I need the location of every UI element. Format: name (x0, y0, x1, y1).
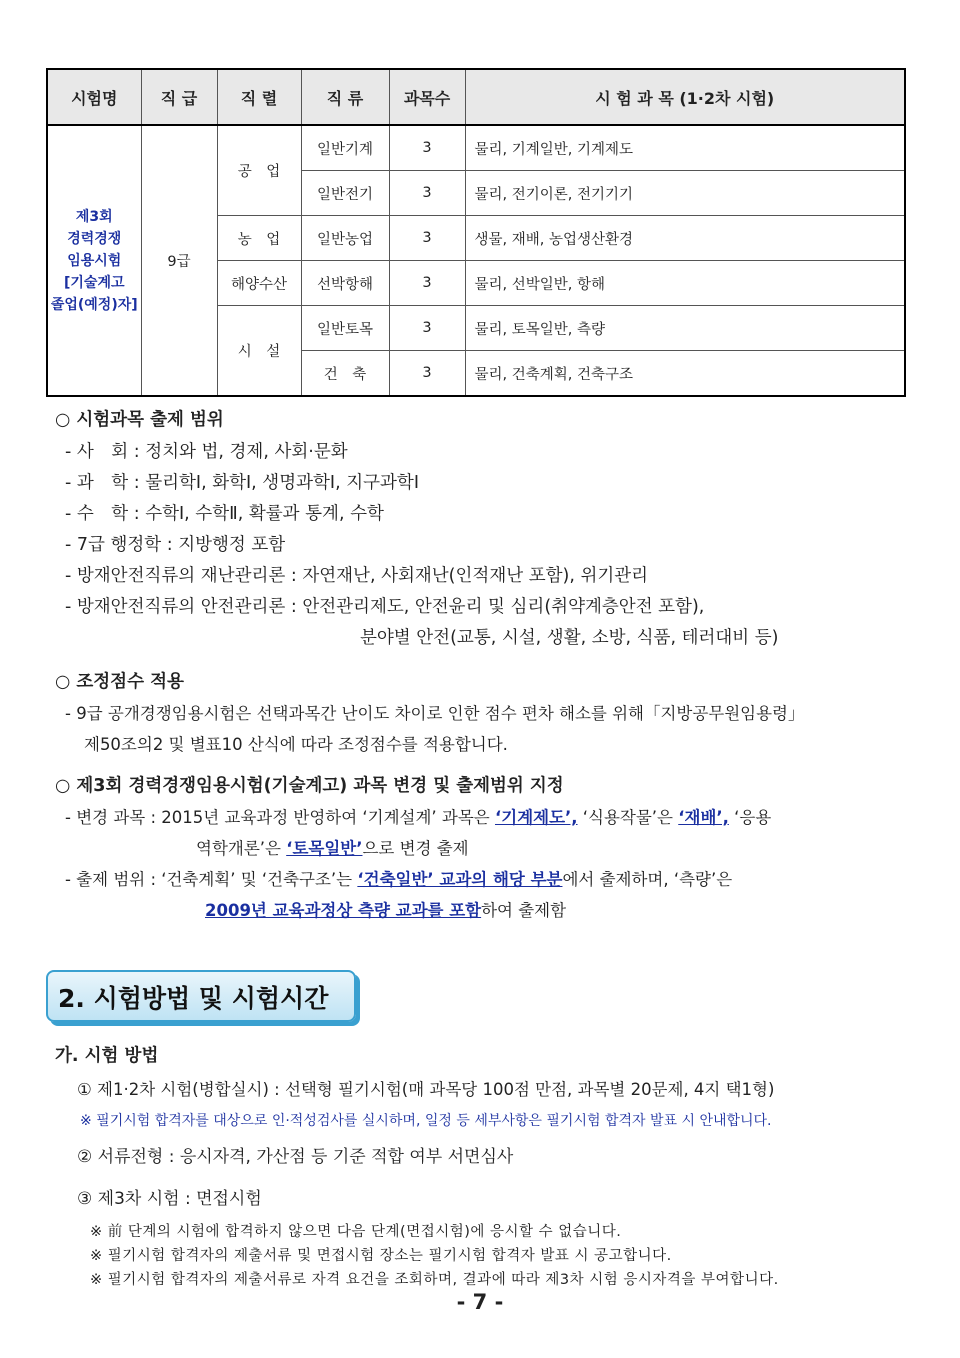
subjects-cell: 물리, 토목일반, 측량 (465, 306, 905, 351)
subjects-cell: 물리, 선박일반, 항해 (465, 261, 905, 306)
text-span: 하여 출제함 (481, 901, 567, 920)
subjects-cell: 물리, 전기이론, 전기기기 (465, 171, 905, 216)
subjects-cell: 물리, 기계일반, 기계제도 (465, 125, 905, 171)
track-cell: 일반전기 (301, 171, 389, 216)
text-span: - 출제 범위 : ‘건축계획’ 및 ‘건축구조’는 (65, 870, 358, 889)
exam-subject-table (46, 68, 906, 397)
method-note: ※ 필기시험 합격자의 제출서류 및 면접시험 장소는 필기시험 합격자 발표 시 공고합니다. (90, 1248, 672, 1264)
text-span: ‘식용작물’은 (577, 808, 679, 827)
header-track: 직 류 (301, 69, 389, 125)
adjust-line: - 9급 공개경쟁임용시험은 선택과목간 난이도 차이로 인한 점수 편차 해소를 위해「지방공무원임용령」 (65, 704, 805, 723)
count-cell: 3 (389, 171, 465, 216)
header-subjects: 시 험 과 목 (1·2차 시험) (465, 69, 905, 125)
adjust-title: ○ 조정점수 적용 (55, 672, 184, 692)
scope-continuation: 분야별 안전(교통, 시설, 생활, 소방, 식품, 테러대비 등) (360, 628, 779, 648)
method-note: ※ 前 단계의 시험에 합격하지 않으면 다음 단계(면접시험)에 응시할 수 없습니다. (90, 1224, 622, 1240)
method-note: ※ 필기시험 합격자의 제출서류로 자격 요건을 조회하며, 결과에 따라 제3차 시험 응시자격을 부여합니다. (90, 1272, 779, 1288)
header-series: 직 렬 (217, 69, 301, 125)
method-item-3: ③ 제3차 시험 : 면접시험 (77, 1189, 262, 1209)
exam-name-line: 졸업(예정)자] (50, 296, 138, 313)
highlight-text: ‘건축일반’ 교과의 해당 부분 (357, 870, 563, 889)
series-cell: 농 업 (217, 216, 301, 261)
subjects-cell: 생물, 재배, 농업생산환경 (465, 216, 905, 261)
change-title: ○ 제3회 경력경쟁임용시험(기술계고) 과목 변경 및 출제범위 지정 (55, 776, 564, 796)
track-cell: 건 축 (301, 351, 389, 397)
count-cell: 3 (389, 306, 465, 351)
count-cell: 3 (389, 216, 465, 261)
text-span: ‘응용 (728, 808, 772, 827)
exam-name-line: [기술계고 (64, 274, 125, 291)
adjust-line: 제50조의2 및 별표10 산식에 따라 조정점수를 적용합니다. (84, 735, 508, 754)
scope-item: - 7급 행정학 : 지방행정 포함 (65, 535, 286, 555)
series-cell: 해양수산 (217, 261, 301, 306)
text-span: - 변경 과목 : 2015년 교육과정 반영하여 ‘기계설계’ 과목은 (65, 808, 495, 827)
change-line-2 (196, 835, 469, 859)
count-cell: 3 (389, 261, 465, 306)
scope-item: - 과 학 : 물리학Ⅰ, 화학Ⅰ, 생명과학Ⅰ, 지구과학Ⅰ (65, 473, 419, 493)
text-span: 역학개론’은 (196, 839, 287, 858)
exam-name-line: 제3회 (75, 208, 113, 225)
change-line-4 (205, 897, 566, 921)
scope-item: - 방재안전직류의 안전관리론 : 안전관리제도, 안전윤리 및 심리(취약계층안전 포함), (65, 597, 705, 617)
table-row (47, 125, 905, 171)
method-note: ※ 필기시험 합격자를 대상으로 인·적성검사를 실시하며, 일정 등 세부사항은 필기시험 합격자 발표 시 안내합니다. (80, 1113, 772, 1129)
text-span: 에서 출제하며, ‘측량’은 (562, 870, 733, 889)
series-cell: 시 설 (217, 306, 301, 397)
change-line-3 (65, 866, 732, 890)
scope-item: - 수 학 : 수학Ⅰ, 수학Ⅱ, 확률과 통계, 수학 (65, 504, 384, 524)
method-item-1: ① 제1·2차 시험(병합실시) : 선택형 필기시험(매 과목당 100점 만점, 과목별 20문제, 4지 택1형) (77, 1080, 775, 1099)
track-cell: 선박항해 (301, 261, 389, 306)
exam-name-line: 임용시험 (67, 252, 122, 269)
highlight-text: 2009년 교육과정상 측량 교과를 포함 (205, 901, 482, 920)
scope-item: - 방재안전직류의 재난관리론 : 자연재난, 사회재난(인적재난 포함), 위기관리 (65, 566, 649, 586)
subsection-title: 가. 시험 방법 (55, 1046, 159, 1066)
count-cell: 3 (389, 125, 465, 171)
track-cell: 일반기계 (301, 125, 389, 171)
track-cell: 일반농업 (301, 216, 389, 261)
header-exam-name: 시험명 (47, 69, 141, 125)
series-cell: 공 업 (217, 125, 301, 216)
scope-item: - 사 회 : 정치와 법, 경제, 사회·문화 (65, 442, 348, 462)
track-cell: 일반토목 (301, 306, 389, 351)
exam-name-cell (47, 125, 141, 396)
header-count: 과목수 (389, 69, 465, 125)
section-heading: 2. 시험방법 및 시험시간 (58, 984, 329, 1013)
scope-title: ○ 시험과목 출제 범위 (55, 410, 224, 430)
method-item-2: ② 서류전형 : 응시자격, 가산점 등 기준 적합 여부 서면심사 (77, 1147, 514, 1167)
section-heading-box (46, 970, 356, 1022)
text-span: 으로 변경 출제 (362, 839, 469, 858)
page-number: - 7 - (456, 1290, 504, 1314)
change-line-1 (65, 804, 771, 828)
subjects-cell: 물리, 건축계획, 건축구조 (465, 351, 905, 397)
highlight-text: ‘토목일반’ (286, 839, 363, 858)
table-header-row (47, 69, 905, 125)
exam-name-line: 경력경쟁 (67, 230, 122, 247)
highlight-text: ‘기계제도’, (494, 808, 578, 827)
grade-cell: 9급 (141, 125, 217, 396)
count-cell: 3 (389, 351, 465, 397)
header-grade: 직 급 (141, 69, 217, 125)
highlight-text: ‘재배’, (678, 808, 729, 827)
